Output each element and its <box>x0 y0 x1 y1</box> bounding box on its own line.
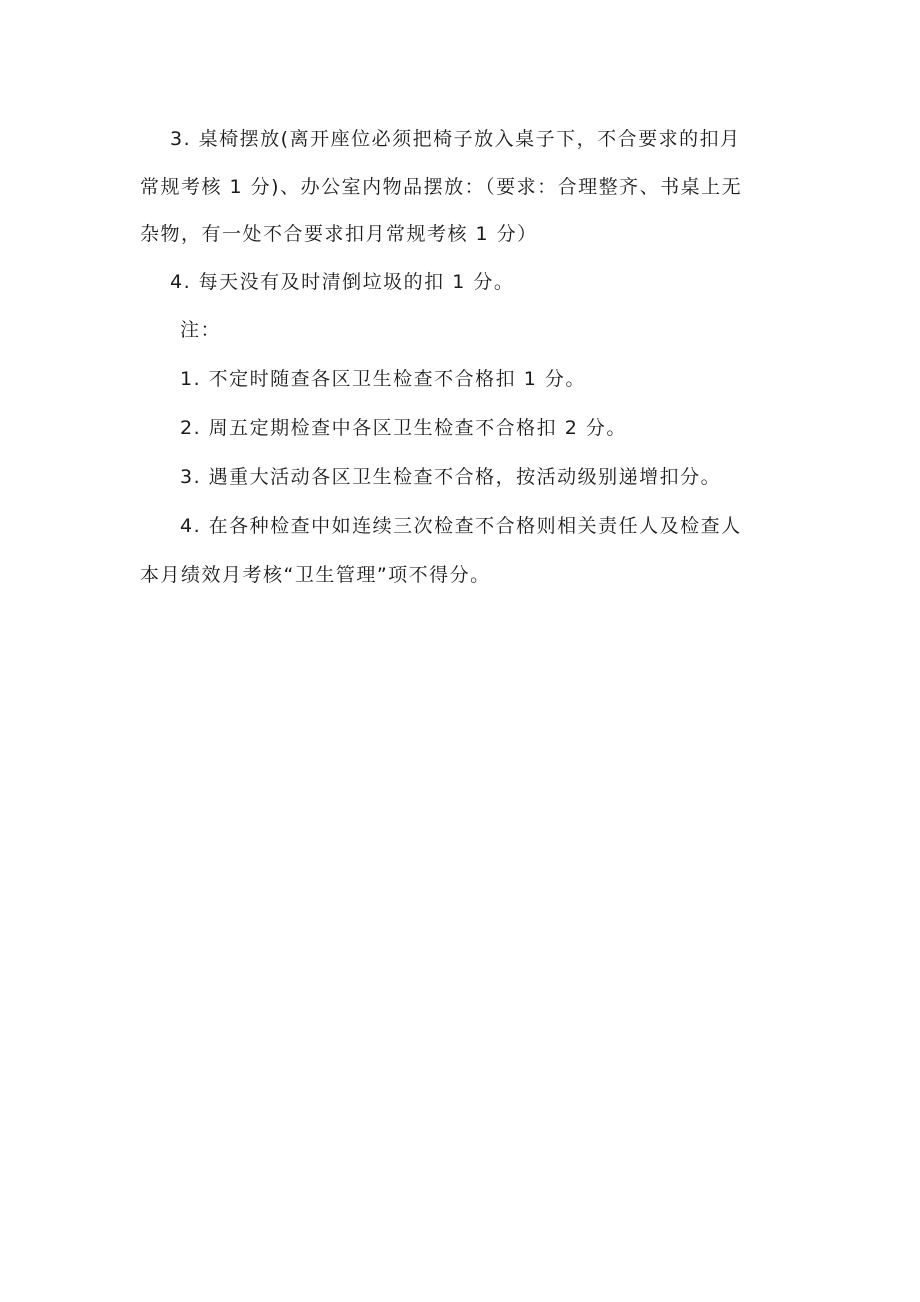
note-3: 3. 遇重大活动各区卫生检查不合格，按活动级别递增扣分。 <box>180 466 722 488</box>
note-4-line-2: 本月绩效月考核“卫生管理”项不得分。 <box>140 564 491 586</box>
document-body <box>140 116 780 600</box>
note-heading: 注： <box>180 319 222 341</box>
item-3-line-1: 3. 桌椅摆放(离开座位必须把椅子放入桌子下，不合要求的扣月 <box>170 128 741 150</box>
note-1: 1. 不定时随查各区卫生检查不合格扣 1 分。 <box>180 368 586 390</box>
note-4-line-1: 4. 在各种检查中如连续三次检查不合格则相关责任人及检查人 <box>180 515 742 537</box>
item-3-line-2: 常规考核 1 分)、办公室内物品摆放：（要求：合理整齐、书桌上无 <box>140 175 743 198</box>
item-3-line-3: 杂物，有一处不合要求扣月常规考核 1 分） <box>140 223 538 245</box>
note-2: 2. 周五定期检查中各区卫生检查不合格扣 2 分。 <box>180 417 627 439</box>
item-4: 4. 每天没有及时清倒垃圾的扣 1 分。 <box>170 270 515 293</box>
